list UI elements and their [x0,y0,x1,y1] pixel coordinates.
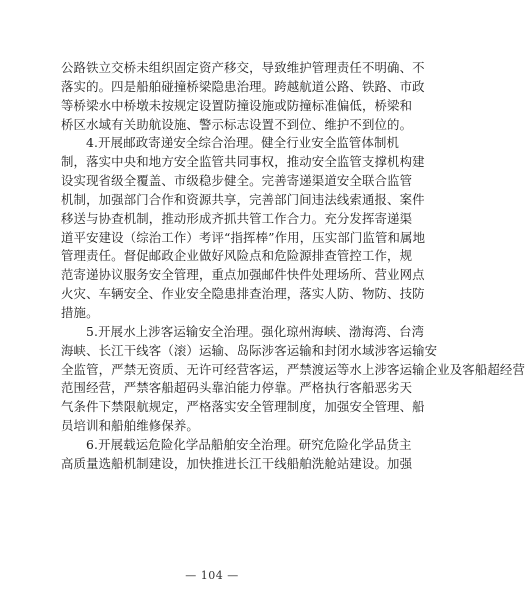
page-number: — 104 — [185,569,239,582]
text-line: 落实的。四是船舶碰撞桥梁隐患治理。跨越航道公路、铁路、市政 [61,78,425,94]
text-line: 措施。 [61,304,99,320]
text-line: 火灾、车辆安全、作业安全隐患排查治理，落实人防、物防、技防 [61,286,425,302]
text-line: 高质量选船机制建设，加快推进长江干线船舶洗舱站建设。加强 [61,455,413,471]
text-line: 移送与协查机制，推动形成齐抓共管工作合力。充分发挥寄递渠 [61,210,413,226]
body-text [61,59,525,474]
text-line: 等桥梁水中桥墩未按规定设置防撞设施或防撞标准偏低，桥梁和 [61,97,413,113]
text-line: 道平安建设（综治工作）考评“指挥棒”作用，压实部门监管和属地 [61,229,426,245]
paragraph-heading-5: 5.开展水上涉客运输安全治理。强化琼州海峡、渤海湾、台湾 [86,323,425,339]
text-line: 制，落实中央和地方安全监管共同事权，推动安全监管支撑机构建 [61,154,425,170]
paragraph-heading-6: 6.开展载运危险化学品船舶安全治理。研究危险化学品货主 [86,436,412,452]
text-line: 桥区水域有关助航设施、警示标志设置不到位、维护不到位的。 [61,116,413,132]
text-line: 范寄递协议服务安全管理，重点加强邮件快件处理场所、营业网点 [61,267,425,283]
paragraph-heading-4: 4.开展邮政寄递安全综合治理。健全行业安全监管体制机 [86,135,400,151]
text-line: 气条件下禁限航规定，严格落实安全管理制度，加强安全管理、船 [61,399,425,415]
text-line: 公路铁立交桥未组织固定资产移交，导致维护管理责任不明确、不 [61,60,425,75]
text-line: 员培训和船舶维修保养。 [61,418,199,434]
text-line: 管理责任。督促邮政企业做好风险点和危险源排查管控工作，规 [61,248,413,264]
text-line: 机制，加强部门合作和资源共享，完善部门间违法线索通报、案件 [61,191,425,207]
text-line: 设实现省级全覆盖、市级稳步健全。完善寄递渠道安全联合监管 [61,173,413,189]
text-line: 海峡、长江干线客（滚）运输、岛际涉客运输和封闭水域涉客运输安 [61,342,438,358]
text-line: 全监管，严禁无资质、无许可经营客运，严禁渡运等水上涉客运输企业及客船超经营 [61,361,525,377]
text-line: 范围经营，严禁客船超码头靠泊能力停靠。严格执行客船恶劣天 [61,380,413,396]
